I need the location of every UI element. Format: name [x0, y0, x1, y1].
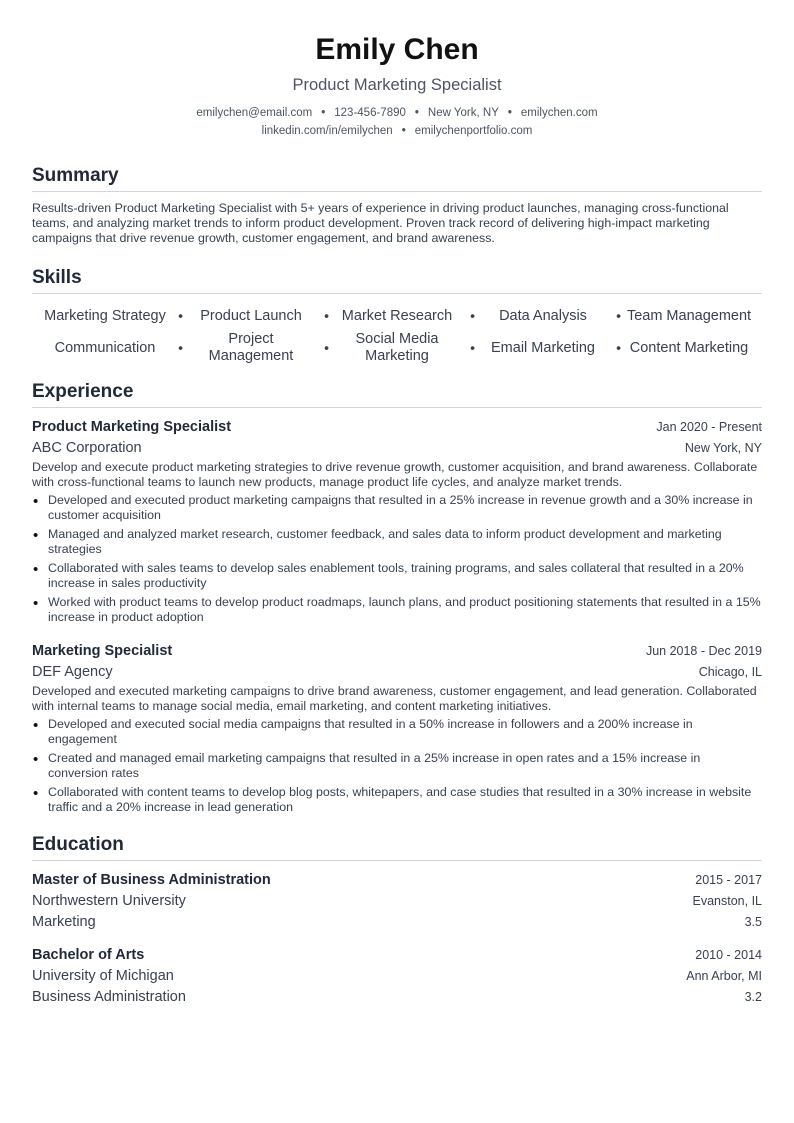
- list-item: • Managed and analyzed market research, customer feedback, and sales data to inform product development and marketing strategies: [32, 527, 762, 557]
- skill-label: Team Management: [626, 307, 752, 324]
- job-company-row: [32, 662, 762, 683]
- degree-field: Business Administration: [32, 989, 186, 1005]
- skill-label: Email Marketing: [491, 339, 595, 356]
- skill-label: Product Launch: [200, 307, 302, 324]
- list-item: • Worked with product teams to develop product roadmaps, launch plans, and product positioning statements that resulted in a 15% increase in product adoption: [32, 595, 762, 625]
- degree-header-row: [32, 870, 762, 891]
- list-item: • Collaborated with sales teams to develop sales enablement tools, training programs, and sales collateral that resulted in a 20% increase in sales productivity: [32, 561, 762, 591]
- job-company: DEF Agency: [32, 664, 113, 680]
- skills-section: [32, 267, 762, 364]
- contact-website[interactable]: emilychen.com: [520, 107, 598, 119]
- contact-line-2: [32, 123, 762, 139]
- degree-school: Northwestern University: [32, 893, 186, 909]
- summary-section: [32, 165, 762, 246]
- job-company: ABC Corporation: [32, 440, 142, 456]
- separator-dot: •: [324, 339, 329, 356]
- job-bullets: [32, 493, 762, 625]
- job-title: Product Marketing Specialist: [32, 419, 232, 435]
- experience-section: [32, 381, 762, 815]
- skill-item: [32, 300, 183, 332]
- separator-dot: •: [178, 307, 183, 324]
- degree-header-row: [32, 945, 762, 966]
- list-item: • Developed and executed product marketing campaigns that resulted in a 25% increase in revenue growth and a 30% increase in customer acquisition: [32, 493, 762, 523]
- contact-portfolio[interactable]: emilychenportfolio.com: [414, 125, 533, 137]
- skill-item: [324, 300, 475, 332]
- job-header-row: [32, 417, 762, 438]
- skill-item: [324, 331, 475, 364]
- section-heading-education: Education: [32, 834, 762, 861]
- degree-school-row: [32, 891, 762, 912]
- degree-field: Marketing: [32, 914, 96, 930]
- degree-school-row: [32, 966, 762, 987]
- skill-label: Social Media Marketing: [355, 331, 439, 364]
- separator-dot: •: [178, 339, 183, 356]
- separator-dot: •: [507, 107, 512, 119]
- skill-item: [178, 331, 329, 364]
- degree-dates: 2010 - 2014: [695, 948, 762, 962]
- degree-field-row: [32, 912, 762, 933]
- skill-item: [470, 332, 621, 364]
- job-bullets: [32, 717, 762, 815]
- list-item: • Collaborated with content teams to develop blog posts, whitepapers, and case studies that resulted in a 30% increase in website traffic and a 20% increase in lead generation: [32, 785, 762, 815]
- skill-item: [616, 332, 762, 364]
- degree-location: Evanston, IL: [692, 894, 762, 908]
- separator-dot: •: [470, 339, 475, 356]
- job-description: Developed and executed marketing campaigns to drive brand awareness, customer engagement, and lead generation. Collaborated with internal teams to manage social media, email marketing, and content marketing initiatives.: [32, 684, 757, 713]
- degree-dates: 2015 - 2017: [695, 873, 762, 887]
- degree-title: Master of Business Administration: [32, 872, 271, 888]
- job-description: Develop and execute product marketing strategies to drive revenue growth, customer acquisition, and brand awareness. Collaborate with cross-functional teams to launch new products, manage product life cycles, and analyze market trends.: [32, 460, 758, 489]
- degree-location: Ann Arbor, MI: [686, 969, 762, 983]
- separator-dot: •: [616, 307, 621, 324]
- job-title: Marketing Specialist: [32, 643, 173, 659]
- skill-label: Communication: [54, 339, 156, 356]
- job-company-row: [32, 438, 762, 459]
- section-heading-skills: Skills: [32, 267, 762, 294]
- candidate-title: Product Marketing Specialist: [292, 76, 502, 94]
- contact-email[interactable]: emilychen@email.com: [196, 107, 313, 119]
- degree-entry: [32, 945, 762, 1008]
- skills-grid: [32, 300, 762, 364]
- job-dates: Jun 2018 - Dec 2019: [645, 644, 762, 658]
- skill-label: Market Research: [341, 307, 453, 324]
- separator-dot: •: [616, 339, 621, 356]
- separator-dot: •: [470, 307, 475, 324]
- job-location: Chicago, IL: [698, 665, 762, 679]
- degree-title: Bachelor of Arts: [32, 947, 145, 963]
- section-heading-summary: Summary: [32, 165, 762, 192]
- separator-dot: •: [414, 107, 419, 119]
- contact-location: New York, NY: [427, 107, 499, 119]
- contact-linkedin[interactable]: linkedin.com/in/emilychen: [261, 125, 393, 137]
- skill-label: Marketing Strategy: [44, 307, 166, 324]
- degree-gpa: 3.5: [744, 915, 762, 929]
- separator-dot: •: [321, 107, 326, 119]
- skill-label: Data Analysis: [499, 307, 587, 324]
- job-entry: [32, 641, 762, 815]
- contact-phone[interactable]: 123-456-7890: [334, 107, 406, 119]
- resume-page: [32, 0, 762, 1008]
- degree-field-row: [32, 987, 762, 1008]
- degree-entry: [32, 870, 762, 933]
- job-entry: [32, 417, 762, 625]
- skill-label: Content Marketing: [629, 339, 749, 356]
- job-header-row: [32, 641, 762, 662]
- skill-label: Project Management: [208, 331, 294, 364]
- skill-item: [32, 332, 183, 364]
- candidate-name: Emily Chen: [315, 33, 479, 66]
- contact-line-1: [32, 105, 762, 121]
- skill-item: [178, 300, 329, 332]
- separator-dot: •: [324, 307, 329, 324]
- section-heading-experience: Experience: [32, 381, 762, 408]
- job-location: New York, NY: [684, 441, 762, 455]
- list-item: • Created and managed email marketing campaigns that resulted in a 25% increase in open rates and a 15% increase in conversion rates: [32, 751, 762, 781]
- separator-dot: •: [401, 125, 406, 137]
- skill-item: [470, 300, 621, 332]
- job-dates: Jan 2020 - Present: [656, 420, 762, 434]
- education-section: [32, 834, 762, 1008]
- skill-item: [616, 300, 762, 332]
- degree-school: University of Michigan: [32, 968, 174, 984]
- list-item: • Developed and executed social media campaigns that resulted in a 50% increase in followers and a 200% increase in engagement: [32, 717, 762, 747]
- resume-header: [32, 0, 762, 139]
- degree-gpa: 3.2: [744, 990, 762, 1004]
- summary-text: Results-driven Product Marketing Specialist with 5+ years of experience in driving product launches, managing cross-functional teams, and analyzing market trends to inform product development. Proven track record of delivering high-impact marketing campaigns that drive revenue growth, customer engagement, and brand awareness.: [32, 201, 729, 245]
